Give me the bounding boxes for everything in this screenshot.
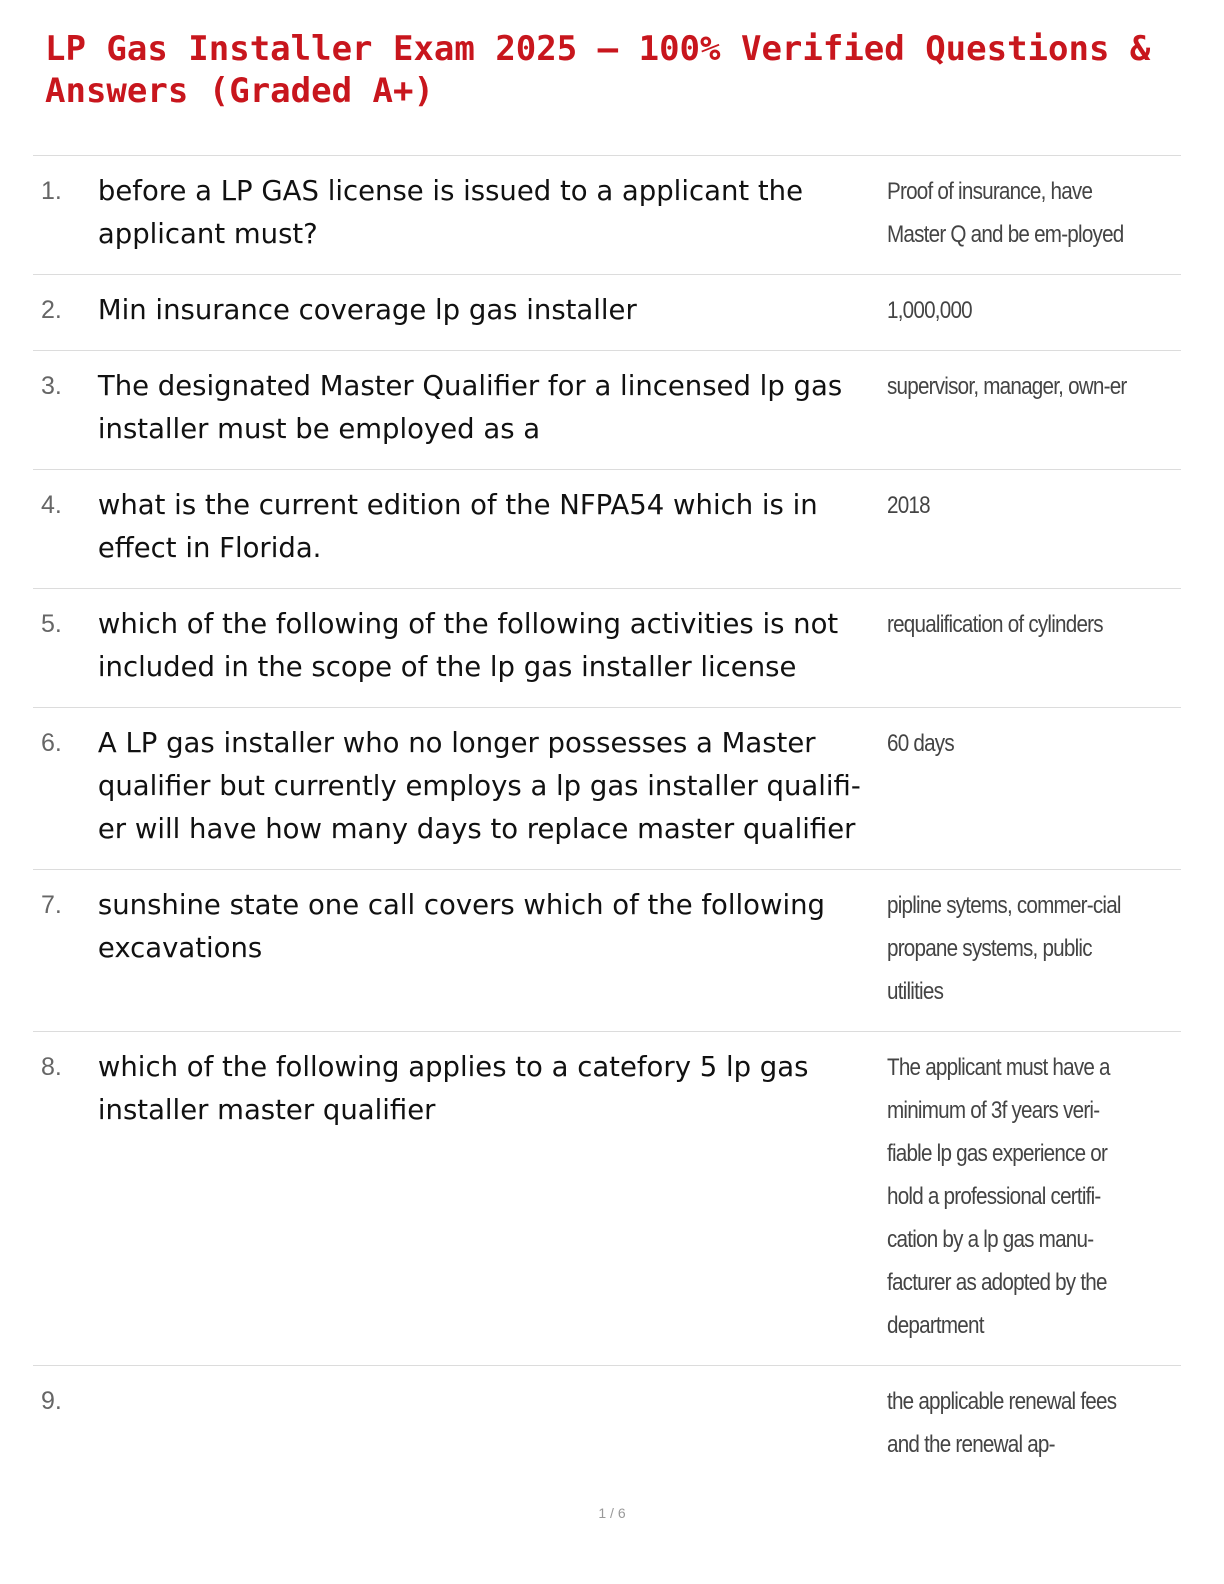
qa-row: [33, 351, 1181, 470]
answer-text: requalification of cylinders: [886, 611, 1103, 638]
page-indicator: 1 / 6: [598, 1505, 626, 1521]
qa-table: [33, 155, 1181, 1484]
qa-row: [33, 870, 1181, 1032]
qa-row: [33, 156, 1181, 275]
answer-text: The applicant must have a minimum of 3f years veri-fiable lp gas experience or hold a professional certifi-cation by a lp gas manu-facturer as adopted by the department: [886, 1054, 1110, 1339]
question-text: [98, 1380, 887, 1466]
question-text: Min insurance coverage lp gas installer: [97, 294, 637, 326]
answer-text: 60 days: [886, 730, 954, 757]
answer-text: 2018: [886, 492, 930, 519]
qa-row: [33, 470, 1181, 589]
question-number: 3.: [41, 372, 62, 400]
question-text: which of the following of the following activities is not included in the scope of the lp gas installer license: [97, 608, 839, 683]
qa-row: [33, 1032, 1181, 1366]
qa-row: [33, 589, 1181, 708]
question-text: sunshine state one call covers which of the following excavations: [97, 889, 825, 964]
question-number: 4.: [41, 491, 62, 519]
answer-text: the applicable renewal fees and the renewal ap-: [886, 1388, 1116, 1458]
qa-row: [33, 708, 1181, 870]
question-text: which of the following applies to a catefory 5 lp gas installer master qualifier: [97, 1051, 809, 1126]
question-number: 7.: [41, 891, 62, 919]
question-text: before a LP GAS license is issued to a applicant the applicant must?: [97, 175, 804, 250]
qa-row: [33, 1366, 1181, 1484]
question-number: 5.: [41, 610, 62, 638]
answer-text: Proof of insurance, have Master Q and be em-ployed: [886, 178, 1124, 248]
question-number: 9.: [41, 1387, 62, 1415]
question-text: The designated Master Qualifier for a lincensed lp gas installer must be employed as a: [97, 370, 843, 445]
question-text: what is the current edition of the NFPA54 which is in effect in Florida.: [97, 489, 818, 564]
answer-text: supervisor, manager, own-er: [886, 373, 1127, 400]
question-number: 1.: [41, 177, 62, 205]
question-number: 8.: [41, 1053, 62, 1081]
question-text: A LP gas installer who no longer possesses a Master qualifier but currently employs a lp gas installer qualifi-er will have how many days to replace master qualifier: [97, 727, 861, 845]
question-number: 6.: [41, 729, 62, 757]
question-number: 2.: [41, 296, 62, 324]
document-title: LP Gas Installer Exam 2025 – 100% Verified Questions & Answers (Graded A+): [45, 29, 1151, 111]
qa-row: [33, 275, 1181, 351]
answer-text: pipline sytems, commer-cial propane systems, public utilities: [886, 892, 1121, 1005]
answer-text: 1,000,000: [886, 297, 972, 324]
